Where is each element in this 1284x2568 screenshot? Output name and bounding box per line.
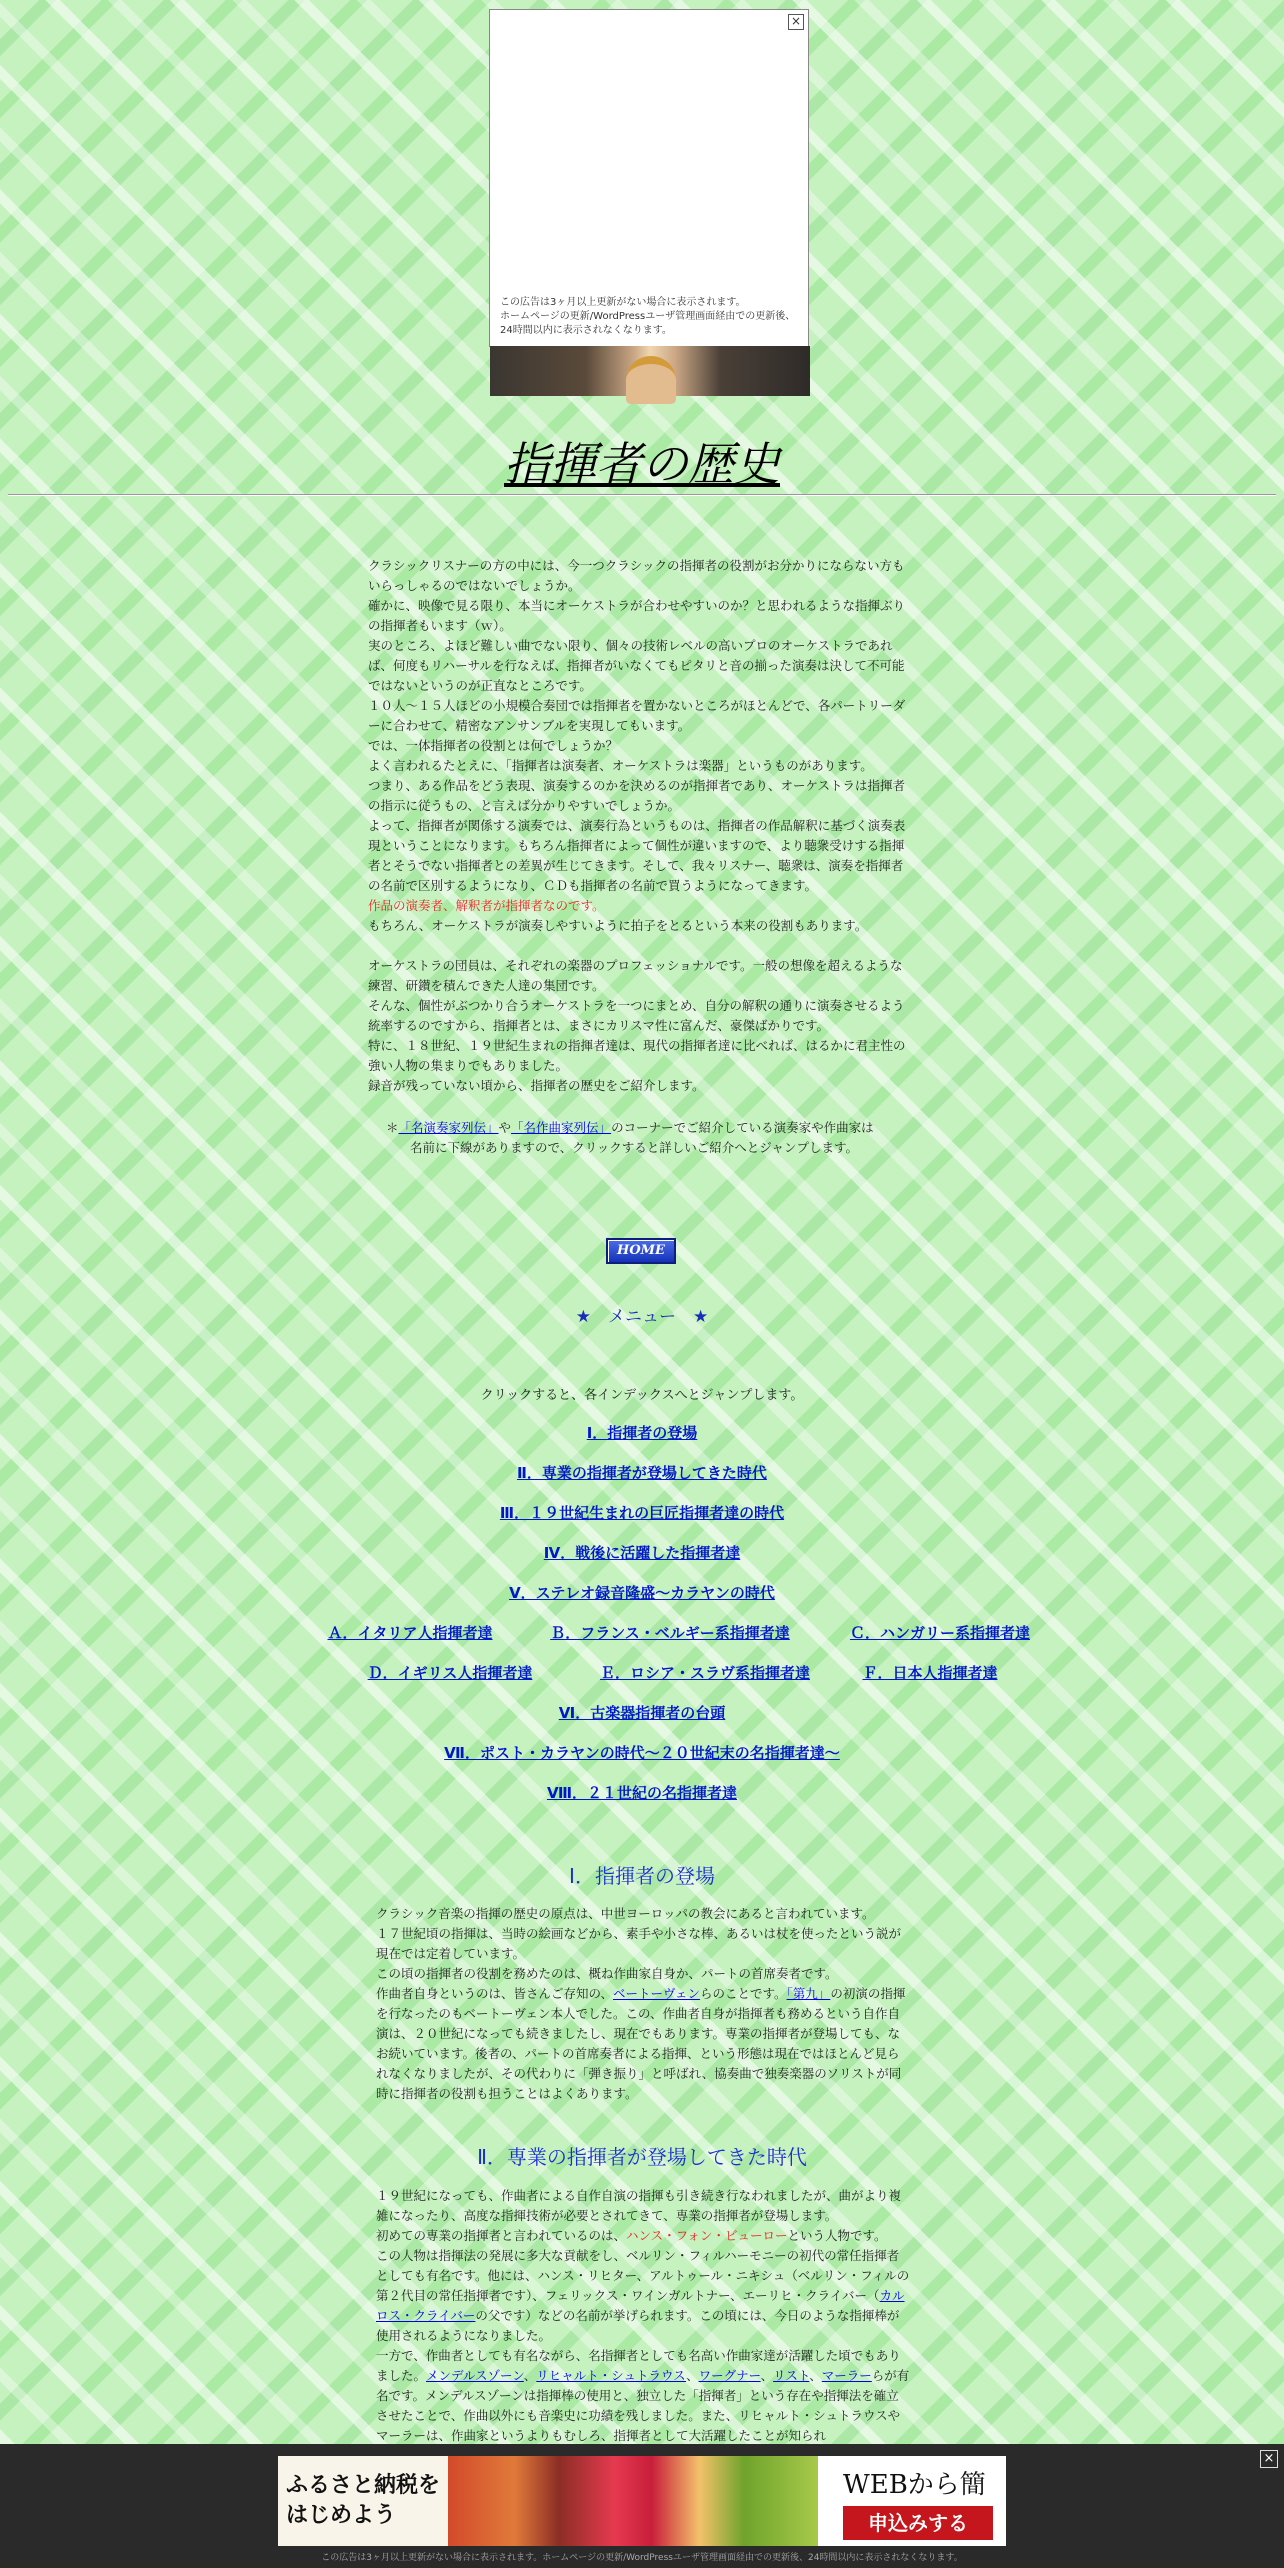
text: という人物です。 [787,2228,887,2243]
separator: 、 [809,2368,822,2383]
paragraph: この頃の指揮者の役割を務めたのは、概ね作曲家自身か、パートの首席奏者です。 [376,1966,838,1981]
ad-note-line: ホームページの更新/WordPressユーザ管理画面経由での更新後、 [500,311,796,322]
footnote-text: のコーナーでご紹介している演奏家や作曲家は [611,1120,874,1135]
text: 作曲者自身というのは、皆さんご存知の、 [376,1986,614,2001]
paragraph: そんな、個性がぶつかり合うオーケストラを一つにまとめ、自分の解釈の通りに演奏させるよう統率するのですから、指揮者とは、まさにカリスマ性に富んだ、豪傑ばかりです。 [368,998,905,1033]
section-heading-2: Ⅱ．専業の指揮者が登場してきた時代 [477,2145,807,2169]
link-famous-composers[interactable]: 「名作曲家列伝」 [511,1120,612,1135]
text: この人物は指揮法の発展に多大な貢献をし、ベルリン・フィルハーモニーの初代の常任指揮者としても有名です。他には、ハンス・リヒター、アルトゥール・ニキシュ（ベルリン・フィルの第２代目の常任指揮者です）、フェリックス・ワインガルトナー、エーリヒ・クライバー（ [376,2248,910,2303]
paragraph: よく言われるたとえに、「指揮者は演奏者、オーケストラは楽器」というものがあります。 [368,758,873,773]
close-icon[interactable]: × [1260,2450,1278,2468]
spacer [368,936,908,956]
paragraph: １７世紀頃の指揮は、当時の絵画などから、素手や小さな棒、あるいは杖を使ったという説が現在では定着しています。 [376,1926,902,1961]
food-image [448,2456,818,2546]
bottom-ad-bar [0,2444,1284,2568]
footnote-text: 名前に下線がありますので、クリックすると詳しいご紹介へとジャンプします。 [410,1140,859,1155]
link-mendelssohn[interactable]: メンデルスゾーン [426,2368,524,2383]
link-liszt[interactable]: リスト [773,2368,810,2383]
paragraph: クラシックリスナーの方の中には、今一つクラシックの指揮者の役割がお分かりにならない方もいらっしゃるのではないでしょうか。 [368,558,905,593]
link-wagner[interactable]: ワーグナー [698,2368,761,2383]
footnote-text: や [498,1120,512,1135]
menu-item-f[interactable]: Ｆ．日本人指揮者達 [862,1664,998,1682]
separator: 、 [760,2368,774,2383]
ad-note-line: 24時間以内に表示されなくなります。 [500,325,672,336]
text: の父です）などの名前が挙げられます。この頃には、今日のような指揮棒が使用されるようになりました。 [376,2308,900,2343]
section-1-text [376,1904,910,2104]
link-carlos-kleiber[interactable]: カルロス・クライバー [376,2288,905,2323]
paragraph: １９世紀になっても、作曲者による自作自演の指揮も引き続き行なわれましたが、曲がより複雑になったり、高度な指揮技術が必要とされてきて、専業の指揮者が登場します。 [376,2188,902,2223]
separator: 、 [523,2368,537,2383]
menu-item-4[interactable]: Ⅳ．戦後に活躍した指揮者達 [543,1544,741,1562]
banner-tagline: WEBから簡 [843,2470,986,2500]
menu-item-e[interactable]: Ｅ．ロシア・スラヴ系指揮者達 [599,1664,810,1682]
conductor-photo [490,346,810,396]
separator: 、 [686,2368,699,2383]
text: の初演の指揮を行なったのもベートーヴェン本人でした。この、作曲者自身が指揮者も務めるという自作自演は、２０世紀になっても続きましたし、現在でもあります。専業の指揮者が登場しても、なお続いています。後者の、パートの首席奏者による指揮、という形態は現在ではほとんど見られなくなりましたが、その代わりに「弾き振り」と呼ばれ、協奏曲で独奏楽器のソリストが同時に指揮者の役割も担うことはよくあります。 [376,1986,906,2101]
menu-heading: ★ メニュー ★ [575,1307,709,1327]
paragraph: もちろん、オーケストラが演奏しやすいように拍子をとるという本来の役割もあります。 [368,918,868,933]
text: 初めての専業の指揮者と言われているのは、 [376,2228,627,2243]
menu-item-2[interactable]: Ⅱ．専業の指揮者が登場してきた時代 [517,1464,767,1482]
section-2-text [376,2186,910,2446]
banner-headline [286,2470,440,2530]
close-icon[interactable]: × [788,14,804,30]
page-title: 指揮者の歴史 [504,437,780,491]
link-beethoven[interactable]: ベートーヴェン [613,1986,701,2001]
footnote-star: ＊ [386,1120,399,1135]
ad-note [500,296,795,338]
footnote [386,1118,906,1158]
menu-item-7[interactable]: Ⅶ．ポスト・カラヤンの時代～２０世紀末の名指揮者達～ [444,1744,840,1762]
menu-item-6[interactable]: Ⅵ．古楽器指揮者の台頭 [558,1704,726,1722]
link-mahler[interactable]: マーラー [821,2368,872,2383]
home-button[interactable]: HOME [606,1238,676,1264]
highlight-text: 作品の演奏者、解釈者が指揮者なのです。 [368,898,605,913]
text: らのことです。 [700,1986,787,2001]
link-famous-performers[interactable]: 「名演奏家列伝」 [398,1120,499,1135]
banner-line: ふるさと納税を [286,2472,441,2498]
banner-line: はじめよう [286,2502,397,2528]
menu-item-c[interactable]: Ｃ．ハンガリー系指揮者達 [849,1624,1030,1642]
menu-hint: クリックすると、各インデックスへとジャンプします。 [480,1388,804,1403]
paragraph [376,2246,910,2346]
ad-note: この広告は3ヶ月以上更新がない場合に表示されます。ホームページの更新/WordPressユーザ管理画面経由での更新後、24時間以内に表示されなくなります。 [321,2553,963,2563]
menu-item-5[interactable]: Ⅴ．ステレオ録音隆盛～カラヤンの時代 [509,1584,775,1602]
paragraph: よって、指揮者が関係する演奏では、演奏行為というものは、指揮者の作品解釈に基づく演奏表現ということになります。もちろん指揮者によって個性が違いますので、より聴衆受けする指揮者とそうでない指揮者との差異が生じてきます。そして、我々リスナー、聴衆は、演奏を指揮者の名前で区別するようになり、ＣＤも指揮者の名前で買うようになってきます。 [368,818,906,893]
paragraph: では、一体指揮者の役割とは何でしょうか？ [368,738,619,753]
menu-item-a[interactable]: Ａ．イタリア人指揮者達 [327,1624,493,1642]
intro-text [368,556,908,1096]
divider [8,494,1276,496]
menu-item-8[interactable]: Ⅷ．２１世紀の名指揮者達 [546,1784,738,1802]
face-image [626,356,676,404]
menu-item-b[interactable]: Ｂ．フランス・ベルギー系指揮者達 [550,1624,790,1642]
paragraph: 特に、１８世紀、１９世紀生まれの指揮者達は、現代の指揮者達に比べれば、はるかに君主性の強い人物の集まりでもありました。 [368,1038,906,1073]
banner-ad[interactable] [278,2456,1006,2546]
paragraph: １０人～１５人ほどの小規模合奏団では指揮者を置かないところがほとんどで、各パートリーダーに合わせて、精密なアンサンブルを実現してもいます。 [368,698,906,733]
apply-button[interactable]: 申込みする [843,2506,993,2540]
menu-item-3[interactable]: Ⅲ．１９世紀生まれの巨匠指揮者達の時代 [499,1504,785,1522]
paragraph: つまり、ある作品をどう表現、演奏するのかを決めるのが指揮者であり、オーケストラは指揮者の指示に従うもの、と言えば分かりやすいでしょうか。 [368,778,906,813]
link-symphony-9[interactable]: 「第九」 [786,1986,831,2001]
link-richard-strauss[interactable]: リヒャルト・シュトラウス [536,2368,687,2383]
paragraph [376,2226,910,2246]
menu-item-1[interactable]: Ⅰ．指揮者の登場 [586,1424,698,1442]
paragraph: オーケストラの団員は、それぞれの楽器のプロフェッショナルです。一般の想像を超えるような練習、研鑚を積んできた人達の集団です。 [368,958,903,993]
ad-note-line: この広告は3ヶ月以上更新がない場合に表示されます。 [500,297,746,308]
menu-item-d[interactable]: Ｄ．イギリス人指揮者達 [367,1664,533,1682]
paragraph: 実のところ、よほど難しい曲でない限り、個々の技術レベルの高いプロのオーケストラであれば、何度もリハーサルを行なえば、指揮者がいなくてもピタリと音の揃った演奏は決して不可能ではないというのが正直なところです。 [368,638,905,693]
text: らが有名です。メンデルスゾーンは指揮棒の使用と、独立した「指揮者」という存在や指揮法を確立させたことで、作曲以外にも音楽史に功績を残しました。また、リヒャルト・シュトラウスやマーラーは、作曲家というよりもむしろ、指揮者として大活躍したことが知られ [376,2368,910,2443]
top-ad[interactable] [489,9,809,347]
paragraph [376,1984,910,2104]
paragraph [376,2346,910,2446]
paragraph: 録音が残っていない頃から、指揮者の歴史をご紹介します。 [368,1078,705,1093]
highlight-name: ハンス・フォン・ビューロー [626,2228,788,2243]
text: 一方で、作曲者としても有名ながら、名指揮者としても名高い作曲家達が活躍した頃でもありました。 [376,2348,901,2383]
paragraph: クラシック音楽の指揮の歴史の原点は、中世ヨーロッパの教会にあると言われています。 [376,1906,875,1921]
section-heading-1: Ⅰ．指揮者の登場 [569,1864,715,1888]
paragraph: 確かに、映像で見る限り、本当にオーケストラが合わせやすいのか？と思われるような指揮ぶりの指揮者もいます（ｗ）。 [368,598,906,633]
